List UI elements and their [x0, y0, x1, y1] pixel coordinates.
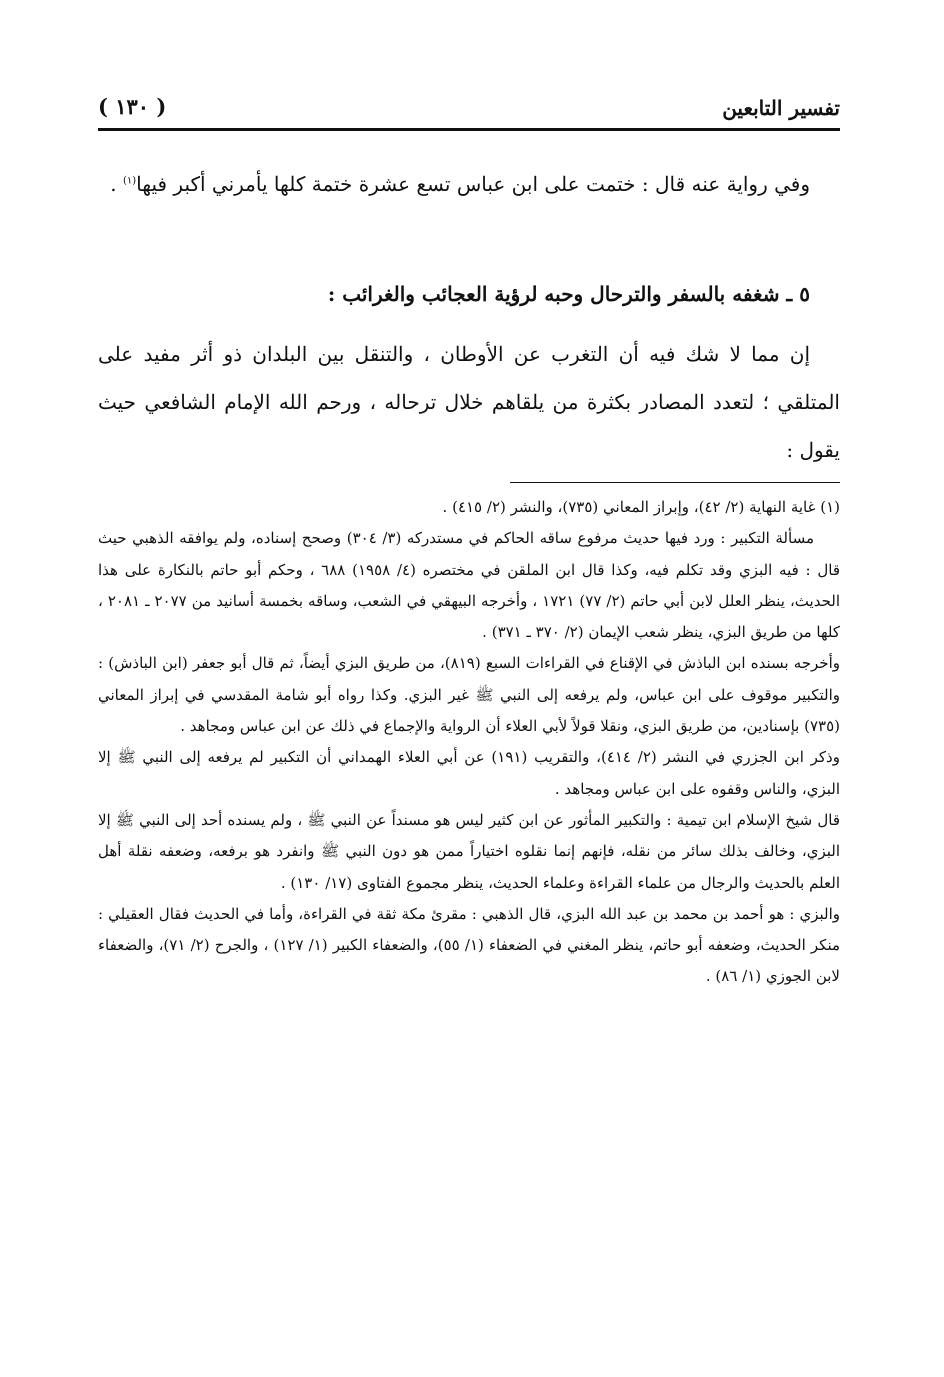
- page-header: [98, 92, 840, 128]
- footnote-paragraph: [98, 805, 840, 899]
- header-rule: [98, 128, 840, 131]
- body-paragraph-1-text: وفي رواية عنه قال : ختمت على ابن عباس تسع عشرة ختمة كلها يأمرني أكبر فيها: [136, 172, 810, 196]
- body-paragraph-3-text: إن مما لا شك فيه أن التغرب عن الأوطان ، والتنقل بين البلدان ذو أثر مفيد على المتلقي ؛ لتعدد المصادر بكثرة من يلقاهم خلال ترحاله ، ورحم الله الإمام الشافعي حيث يقول :: [98, 342, 840, 462]
- footnote-paragraph-text: مسألة التكبير : ورد فيها حديث مرفوع ساقه الحاكم في مستدركه (٣/ ٣٠٤) وصحح إسناده، ولم يوافقه الذهبي حيث قال : فيه البزي وقد تكلم فيه، وكذا قال ابن الملقن في مختصره (٤/ ١٩٥٨) ٦٨٨ ، وحكم أبو حاتم بالنكارة على هذا الحديث، ينظر العلل لابن أبي حاتم (٢/ ٧٧) ١٧٢١ ، وأخرجه البيهقي في الشعب، وساقه بخمسة أسانيد من ٢٠٧٧ ـ ٢٠٨١ ، كلها من طريق البزي، ينظر شعب الإيمان (٢/ ٣٧٠ ـ ٣٧١) .: [98, 529, 841, 642]
- footnote-separator: [510, 482, 840, 483]
- footnote-paragraph-text: وذكر ابن الجزري في النشر (٢/ ٤١٤)، والتقريب (١٩١) عن أبي العلاء الهمداني أن التكبير لم يرفعه إلى النبي ﷺ إلا البزي، والناس وقفوه على ابن عباس ومجاهد .: [98, 748, 840, 798]
- footnote-paragraph: [98, 523, 840, 648]
- section-heading: ٥ ـ شغفه بالسفر والترحال وحبه لرؤية العجائب والغرائب :: [327, 282, 810, 306]
- book-title: تفسير التابعين: [722, 96, 840, 120]
- body-paragraph-3: [98, 330, 840, 474]
- footnote-1: (١) غاية النهاية (٢/ ٤٢)، وإبراز المعاني (٧٣٥)، والنشر (٢/ ٤١٥) .: [442, 498, 840, 516]
- footnote-paragraph: [98, 742, 840, 805]
- footnote-paragraph-text: والبزي : هو أحمد بن محمد بن عبد الله البزي، قال الذهبي : مقرئ مكة ثقة في القراءة، وأما في الحديث فقال العقيلي : منكر الحديث، وضعفه أبو حاتم، ينظر المغني في الضعفاء (١/ ٥٥)، والضعفاء الكبير (١/ ١٢٧) ، والجرح (٢/ ٧١)، والضعفاء لابن الجوزي (١/ ٨٦) .: [98, 904, 841, 986]
- footnote-paragraph: [98, 899, 840, 993]
- footnote-paragraph-text: وأخرجه بسنده ابن الباذش في الإقناع في القراءات السبع (٨١٩)، من طريق البزي أيضاً، ثم قال أبو جعفر (ابن الباذش) : والتكبير موقوف على ابن عباس، ولم يرفعه إلى النبي ﷺ غير البزي. وكذا رواه أبو شامة المقدسي في إبراز المعاني (٧٣٥) بإسنادين، من طريق البزي، ونقلا قولاً لأبي العلاء أن الرواية والإجماع في ذلك عن ابن عباس ومجاهد .: [98, 654, 840, 736]
- page-number: ( ١٣٠ ): [98, 94, 167, 119]
- body-paragraph-1: [98, 160, 840, 208]
- footnote-ref-1: (١): [122, 175, 137, 187]
- footnotes: [98, 492, 840, 993]
- footnote-paragraph: [98, 648, 840, 742]
- body-paragraph-1-end: .: [110, 172, 123, 196]
- footnote-paragraph-text: قال شيخ الإسلام ابن تيمية : والتكبير المأثور عن ابن كثير ليس هو مسنداً عن النبي ﷺ ، ولم يسنده أحد إلى النبي ﷺ إلا البزي، وخالف بذلك سائر من نقله، فإنهم إنما نقلوه اختياراً ممن هو دون النبي ﷺ وانفرد هو برفعه، وضعفه نقلة أهل العلم بالحديث والرجال من علماء القراءة وعلماء الحديث، ينظر مجموع الفتاوى (١٧/ ١٣٠) .: [98, 810, 840, 892]
